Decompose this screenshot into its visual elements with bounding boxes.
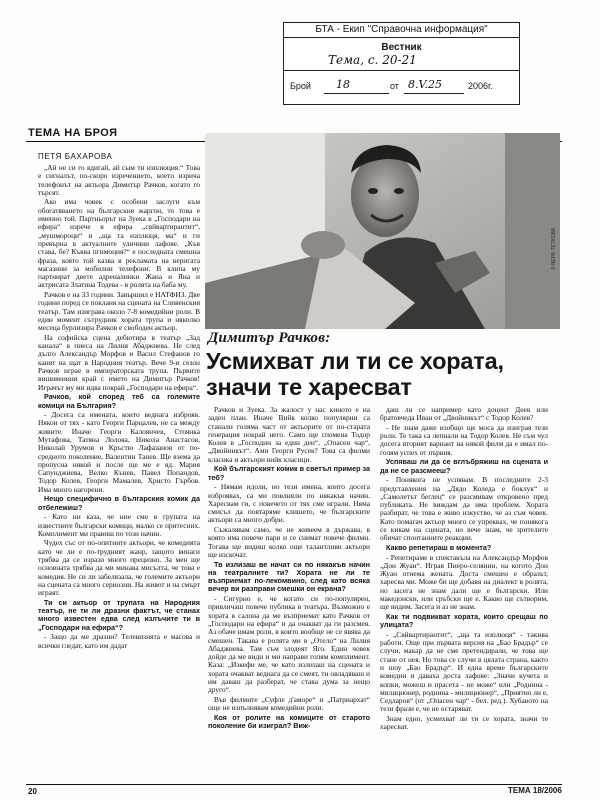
stamp-underline bbox=[404, 93, 464, 94]
interview-question: Какво репетираш в момента? bbox=[386, 542, 492, 552]
interview-question: Нещо специфично в българския комик да отбележиш? bbox=[38, 494, 200, 512]
portrait-photo bbox=[205, 133, 560, 329]
article-column-2 bbox=[208, 406, 370, 780]
section-title: ТЕМА НА БРОЯ bbox=[28, 127, 118, 139]
archive-stamp bbox=[283, 22, 520, 105]
stamp-publication-label: Вестник bbox=[381, 42, 422, 53]
article-paragraph: - Репетираме в спектакъла на Александър Морфов „Дон Жуан“. Играя Пиеро-селянин, на когото Дон Жуан отнема жената. Доста смешен е образът, харесва ми. Може би ще добавя на диалект в ролята, но засега не знам дали ще е български. Или македонски, или сръбски ще е. Какво ще сътворим, ще видим. Засега и аз не знам. bbox=[380, 552, 548, 612]
portrait-photo-art bbox=[205, 133, 560, 329]
article-paragraph: Ако има човек с особени заслуги към обогатяването на българския жаргон, то това е именно той. Партньорът на Зуека в „Господари на ефира“ изрече в ефира „свйвартирантит“, „мушмороци“ и „ща та изплюця, ма“ и ги превърна в актуалните уличини лафове. „Къв става, бе? Къвва пгимоция?“ е последната смешна фраза, която той казва в рекламата на веригата магазини за мобилни телефони. В клипа му партнират двете адреналинки Жана и Яна и актрисата Златина Тодева - в ролята на баба му. bbox=[38, 197, 200, 290]
article-paragraph: Чудех със от по-опитните актьори, че комедията като че ли е по-трудният жанр, защото винаги трябва да се изрази много прецизно. За мен ще основната трябва да ми минава мисълта, че това е комедия. Не си ли забелязала, че големите актьори на сцената са много сериозни. На живот и на смърт играят. bbox=[38, 538, 200, 598]
stamp-year: 2006г. bbox=[468, 81, 493, 91]
article-paragraph: „Ай не си го вдигай, ай сым ти изплюция.“ Това е сигналът, по-скоро изречението, което изрича телефонът на актьора Димитър Рачков, когато го търсят. bbox=[38, 164, 200, 197]
stamp-date-label: от bbox=[390, 81, 399, 91]
byline: ПЕТЯ БАХАРОВА bbox=[38, 152, 113, 161]
article-paragraph: - Не знам даже изобщо ще моса да изиграя тези роли. Те така са лепнали на Тодор Колев. Не съм чул досега вторият вариант на някой филм да е имал по-голям успех от първия. bbox=[380, 422, 548, 457]
article-column-3 bbox=[380, 406, 548, 780]
article-paragraph: Във филмите „Суфле д'аморе“ и „Патриархат“ още не изпълнявам комедийни роли. bbox=[208, 694, 370, 713]
article-paragraph: - Досега са имената, които веднага изброяв. Някои от тях - като Георги Парцалев, не са между живите. Иначе Георги Калоянчев, Стоянка Мутафова, Татяна Лолова, Никола Анастасов, Николай Урумов и Кръстю Лафазанов от по-средното поколение, Валентин Танев. Ще взема да пропусна някой и после ще ме е яд. Мария Сапунджиева, Велко Кънев, Павел Попандов, Тодор Колев, Георги Мамалев, Христо Гърбов. Има много нагорени. bbox=[38, 410, 200, 494]
article-paragraph: - Като ни каза, че ние сме в групата на известните български комици, малко се притесних. Комплимент ми правиш по този начин. bbox=[38, 512, 200, 538]
headline: Усмихват ли ти се хората, значи те харесват bbox=[206, 348, 504, 400]
stamp-date-value: 8.V.25 bbox=[408, 78, 443, 91]
article-paragraph: - Защо да ме дразни? Телевизията е масова и всички гледат, като им дадат bbox=[38, 632, 200, 650]
interview-question: Ти си актьор от трупата на Народния театър, не ти ли дразни фактът, че станах много известен едва след излъчите ти в „Господари на ефира“? bbox=[38, 597, 200, 632]
interview-question: Кой българският комик в светъл пример за теб? bbox=[208, 464, 370, 482]
stamp-publication-handwritten: Тема, с. 20-21 bbox=[328, 53, 417, 67]
stamp-issue-number: 18 bbox=[336, 78, 350, 91]
footer-rule bbox=[26, 784, 562, 785]
stamp-issue-label: Брой bbox=[290, 81, 311, 91]
article-paragraph: - „Свйвартирантит“, „ща та изплюця“ - такива работи. Още при първата версия на „Бао Брадър“ се случи, макар да не сме претендирали, че това ще стане от нея. Но това се случи в цялата страна, както и шоу „Бао Брадър“. И една време българските комедии и даваха доста лафове: „Значи кучета и копки, можеш и прасета - не може“ или „Роднина - милиционер, роднина - милиционер“, „Приятно ли е, Седларов“ (от „Опасен чар“ - бел. ред.). Хубавото на тези фрази е, че не остаряват. bbox=[380, 629, 548, 714]
article-paragraph: - Сигурно е, че когато си по-популярен, привличаш повече публика в театъра. Възможно е хората в салона да ме възприемат като Рачков от „Господари на ефира“ и да очакват да ги разсмея. Аз обаче имам роли, в които вообще не се явява да смешен. Такава е ролята ми в „Отело“ на Лилия Абаджиева. Там съм злодеят Яго. Един човек дойде да ме види и ми направи голям комплимент. Каза: „Изкефи ме, че като излизаш на сцената и хората очакват веднага да се смеят, ти овладяваш и им даваш да разберат, че става дума за нещо друго“. bbox=[208, 594, 370, 695]
article-paragraph: Знам едно, усмихват ли ти се хората, значи те харесват. bbox=[380, 714, 548, 732]
article-paragraph: Рачков и Зуека. За жалост у нас киното е на заден план. Иначе Вийк колко популярни са станали голяма част от актьорите от по-старата генерация покрай него. Само ще спомена Тодор Колев в „Господин за един ден“, „Опасен чар“, „Двойникът“. Ами Георги Русев? Това са филми класика и актьори вийк класици. bbox=[208, 406, 370, 464]
interview-question: Коя от ролите на комиците от старото поколение би изиграл? Виж- bbox=[208, 712, 370, 731]
stamp-line bbox=[284, 70, 519, 71]
interview-question: Как ти подвикват хората, които срещаш по улицата? bbox=[380, 611, 548, 630]
article-paragraph: Съжалявам само, че не живеем в държава, в която има повече пари и се снимат повече филми. Тогава ще видиш колко още талантливи актьори ще изскочат. bbox=[208, 525, 370, 559]
interview-question: Рачков, кой според теб са големите комици на България? bbox=[38, 392, 200, 410]
article-paragraph: - Нямам идоли, но тези имена, които досега изброявах, са ми повлияли по някакъв начин. Харесвам ги, с повечето от тях сме играли. Няма смисъл да повтаряме клишето, че българските актьори са много добри. bbox=[208, 482, 370, 525]
interview-question: Успяваш ли да се вглъбряжиш на сцената и да не се разсмееш? bbox=[380, 457, 548, 475]
magazine-issue: ТЕМА 18/2006 bbox=[508, 786, 562, 795]
article-paragraph: На софийска сцена дебютира в театър „Зад канала“ в пиеса на Лилия Абаджиева. Не след дълго Александър Морфов и Васил Стефанов го канят на щат в Народния театър. Вече 9-и сезон Рачков играе в императорската трупа. Първите вишивенини край с името на Димитър Рачков! Играчът му ми идва покрай „Господари на ефира“. bbox=[38, 332, 200, 392]
article-paragraph: - Понякога не успявам. В последните 2-3 представления на „Дядо Коледа е боклук“ и „Самолетът беглец“ се разсмивам откровено пред публиката. Не виждам да има проблем. Хората разбират, че това е живо изкуство, че аз съм човек. Като помагач актьор много се упреквах, че понякога се кикам на сцената, но вече знам, че зрителите обичат спонтанните реакции. bbox=[380, 475, 548, 543]
interview-question: Тв излизаш ве начат си по някакъв начин на театралните ти? Хората не ли те възприемат по-лекомвино, след като всяка вечер ви разправи смешки он екрана? bbox=[208, 559, 370, 594]
headline-name: Димитър Рачков: bbox=[208, 330, 331, 346]
article-paragraph: даш ли се например като доцент Деев или братовчеда Иван от „Двойникът“ с Тодор Колев? bbox=[380, 406, 548, 423]
stamp-underline bbox=[324, 93, 389, 94]
stamp-header: БТА - Екип "Справочна информация" bbox=[284, 23, 519, 38]
article-column-1 bbox=[38, 164, 200, 780]
photo-credit: © ВЕРА ТЕТКОВА bbox=[551, 227, 557, 270]
page-number: 20 bbox=[28, 787, 37, 796]
article-paragraph: Рачков е на 33 години. Завършил е НАТФИЗ. Две години поред се покланя на сцената на Сливенския театър. Там изиграва около 7-8 комедийни роли. В един момент сътрудник хората трупа и няколко месеца бурлизира Рачков е свободен актьор. bbox=[38, 290, 200, 333]
